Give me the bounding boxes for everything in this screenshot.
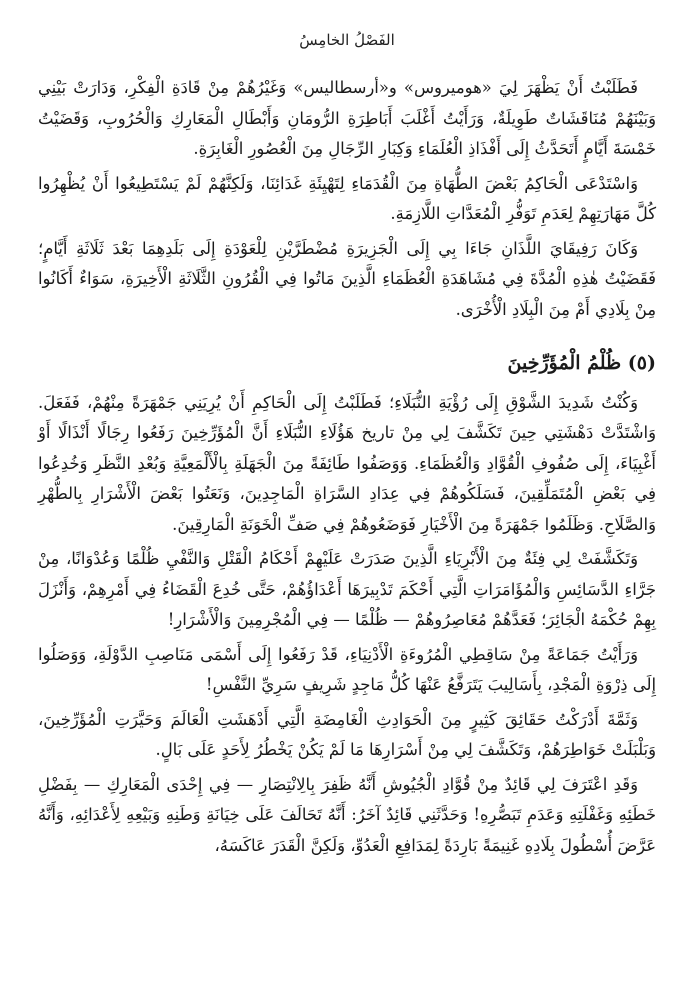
running-header: الفَصْلُ الخامِسُ: [299, 31, 395, 49]
paragraph: وَتَكَشَّفَتْ لِي فِئَةٌ مِنَ الْأَبْرِيَاءِ الَّذِينَ صَدَرَتْ عَلَيْهِمْ أَحْكَامُ الْقَتْلِ وَالنَّفْيِ ظُلْمًا وَعُدْوَانًا، مِنْ جَرَّاءِ الدَّسَائِسِ وَالْمُؤَامَرَاتِ الَّتِي أَحْكَمَ تَدْبِيرَهَا أَعْدَاؤُهُمْ، حَتَّى خُدِعَ الْقَضَاءُ فِي أَمْرِهِمْ، وَأَنْزَلَ بِهِمْ حُكْمَهُ الْجَائِرَ؛ فَعَدَّهُمْ مُعَاصِرُوهُمْ — ظُلْمًا — فِي الْمُجْرِمِينَ وَالْأَشْرَارِ!: [38, 549, 656, 629]
section-heading: (٥) ظُلْمُ الْمُؤَرِّخِينَ: [507, 352, 656, 374]
paragraph: وَرَأَيْتُ جَمَاعَةً مِنْ سَاقِطِي الْمُرُوءَةِ الْأَدْنِيَاءِ، قَدْ رَفَعُوا إِلَى أَسْمَى مَنَاصِبِ الدَّوْلَةِ، وَوَصَلُوا إِلَى ذِرْوَةِ الْمَجْدِ، بِأَسَالِيبَ يَتَرَفَّعُ عَنْهَا كُلُّ مَاجِدٍ شَرِيفٍ سَرِيِّ النَّفْسِ!: [38, 644, 656, 694]
paragraph: وَقَدِ اعْتَرَفَ لِي قَائِدٌ مِنْ قُوَّادِ الْجُيُوشِ أَنَّهُ ظَفِرَ بِالِانْتِصَارِ — فِي إِحْدَى الْمَعَارِكِ — بِفَضْلِ خَطَئِهِ وَغَفْلَتِهِ وَعَدَمِ تَبَصُّرِهِ! وَحَدَّثَنِي قَائِدٌ آخَرُ: أَنَّهُ تَحَالَفَ عَلَى خِيَانَةِ وَطَنِهِ وَبَيْعِهِ لِأَعْدَائِهِ، وَأَنَّهُ عَرَّضَ أُسْطُولَ بِلَادِهِ غَنِيمَةً بَارِدَةً لِمَدَافِعِ الْعَدُوِّ، وَلَكِنَّ الْقَدَرَ عَاكَسَهُ،: [38, 774, 656, 855]
section-intro: [38, 73, 656, 325]
paragraph: وَاسْتَدْعَى الْحَاكِمُ بَعْضَ الطُّهَاةِ مِنَ الْقُدَمَاءِ لِتَهْيِئَةِ غَدَائِنَا، وَلَكِنَّهُمْ لَمْ يَسْتَطِيعُوا أَنْ يُظْهِرُوا كُلَّ مَهَارَتِهِمْ لِعَدَمِ تَوَفُّرِ الْمُعَدَّاتِ اللَّازِمَةِ.: [38, 173, 656, 223]
paragraph: وَكُنْتُ شَدِيدَ الشَّوْقِ إِلَى رُؤْيَةِ النُّبَلَاءِ؛ فَطَلَبْتُ إِلَى الْحَاكِمِ أَنْ يُرِيَنِي جَمْهَرَةً مِنْهُمْ، فَفَعَلَ. وَاشْتَدَّتْ دَهْشَتِي حِينَ تَكَشَّفَ لِي مِنْ تاريخ هَؤُلَاءِ النُّبَلَاءِ أَنَّ الْمُؤَرِّخِينَ رَفَعُوا رِجَالًا أَنْذَالًا أَوْ أَغْبِيَاءَ، إِلَى صُفُوفِ الْقُوَّادِ وَالْعُظَمَاءِ. وَوَصَفُوا طَائِفَةً مِنَ الْجَهَلَةِ بِالْأَلْمَعِيَّةِ وَبُعْدِ النَّظَرِ وَخُدِعُوا فِي بَعْضِ الْمُتَمَلِّقِينَ، فَسَلَكُوهُمْ فِي عِدَادِ السَّرَاةِ الْمَاجِدِينَ، وَنَعَتُوا بَعْضَ الْأَشْرَارِ بِالطُّهْرِ وَالصَّلَاحِ. وَظَلَمُوا جَمْهَرَةً مِنَ الْأَخْيَارِ فَوَضَعُوهُمْ فِي صَفِّ الْخَوَنَةِ الْمَارِقِينَ.: [38, 392, 656, 534]
paragraph: فَطَلَبْتُ أَنْ يَظْهَرَ لِيَ «هوميروس» و«أرسطاليس» وَغَيْرُهُمْ مِنْ قَادَةِ الْفِكْرِ، وَدَارَتْ بَيْنِي وَبَيْنَهُمْ مُنَاقَشَاتٌ طَوِيلَةٌ، وَرَأَيْتُ أَغْلَبَ أَبَاطِرَةِ الرُّومَانِ وَأَبْطَالِ الْمَعَارِكِ وَالْحُرُوبِ، وَقَضَيْتُ خَمْسَةَ أَيَّامٍ أَتَحَدَّثُ إِلَى أَفْذَاذِ الْعُلَمَاءِ وَكِبَارِ الرِّجَالِ مِنَ الْعُصُورِ الْغَابِرَةِ.: [38, 78, 656, 158]
paragraph: وَكَانَ رَفِيقَايَ اللَّذَانِ جَاءَا بِي إِلَى الْجَزِيرَةِ مُضْطَرَّيْنِ لِلْعَوْدَةِ إِلَى بَلَدِهِمَا بَعْدَ ثَلَاثَةِ أَيَّامٍ؛ فَقَضَيْتُ هٰذِهِ الْمُدَّةَ فِي مُشَاهَدَةِ الْعُظَمَاءِ الَّذِينَ مَاتُوا فِي الْقُرُونِ الثَّلَاثَةِ الْأَخِيرَةِ، سَوَاءٌ أَكَانُوا مِنْ بِلَادِي أَمْ مِنَ الْبِلَادِ الْأُخْرَى.: [38, 238, 656, 319]
paragraph: وَثَمَّةَ أَدْرَكْتُ حَقَائِقَ كَثِيرٍ مِنَ الْحَوَادِثِ الْغَامِضَةِ الَّتِي أَدْهَشَتِ الْعَالَمَ وَحَيَّرَتِ الْمُؤَرِّخِينَ، وَبَلْبَلَتْ خَوَاطِرَهُمْ، وَتَكَشَّفَ لِي مِنْ أَسْرَارِهَا مَا لَمْ يَكُنْ يَخْطُرُ لِأَحَدٍ عَلَى بَالٍ.: [38, 709, 656, 759]
section-historians: [38, 388, 656, 862]
